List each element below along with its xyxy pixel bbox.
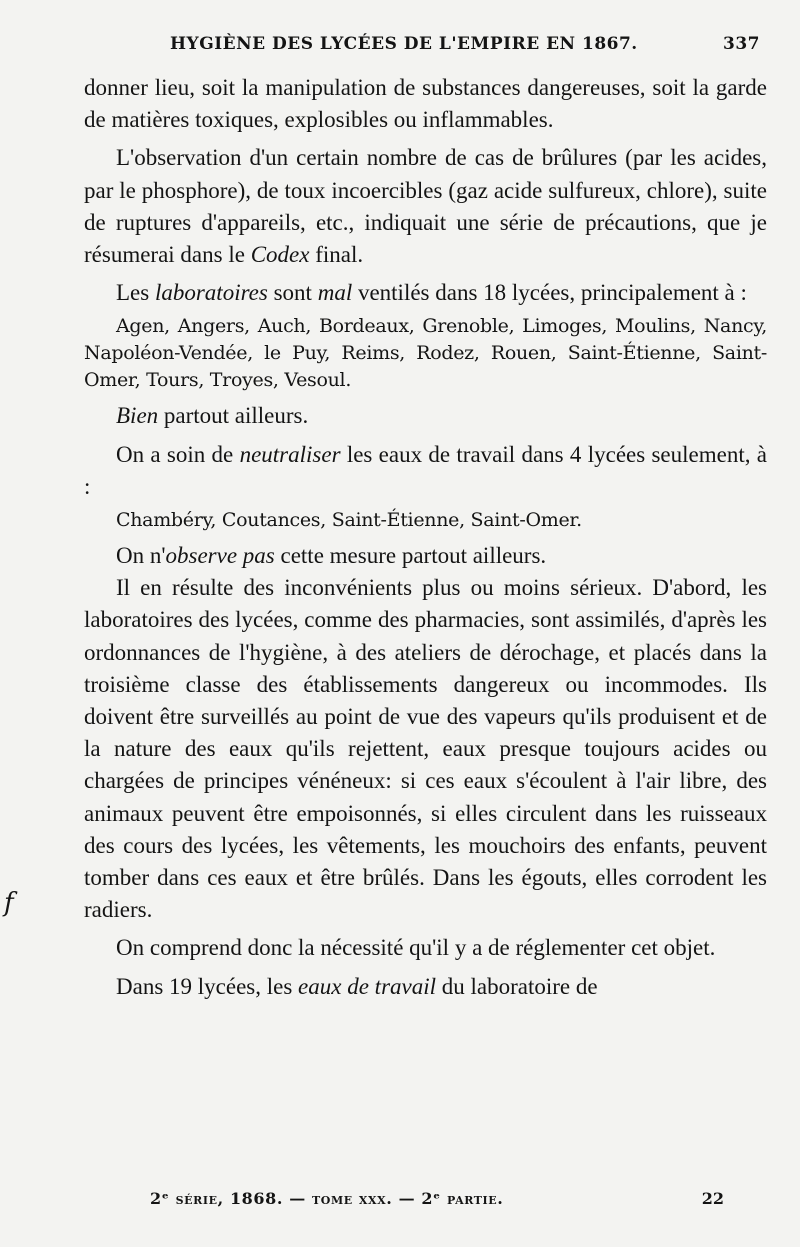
paragraph-6-observe: observe pas — [165, 543, 275, 569]
paragraph-3-laboratoires: laboratoires — [154, 280, 268, 306]
paragraph-2-text: L'observation d'un certain nombre de cas de brûlures (par les acides, par le phosphore), de toux incoercibles (gaz acide sulfureux, chlore), suite de ruptures d'appareils, etc., indiquait une série de précautions, que je résumerai dans le — [84, 145, 767, 268]
page-number: 337 — [723, 34, 760, 54]
paragraph-9-c: du laboratoire de — [436, 973, 598, 999]
paragraph-3 — [84, 277, 767, 309]
city-list-neutralisation: Chambéry, Coutances, Saint-Étienne, Saint-Omer. — [116, 509, 582, 532]
running-title: HYGIÈNE DES LYCÉES DE L'EMPIRE EN 1867. — [170, 34, 638, 54]
signature-line: 2ᵉ série, 1868. — tome xxx. — 2ᵉ partie. — [150, 1189, 504, 1208]
paragraph-3-c: sont — [267, 280, 318, 306]
paragraph-4-bien: Bien — [116, 403, 159, 429]
paragraph-8: On comprend donc la nécessité qu'il y a de réglementer cet objet. — [116, 935, 716, 961]
paragraph-6-c: cette mesure partout ailleurs. — [274, 543, 547, 569]
paragraph-6-a: On n' — [116, 543, 166, 569]
page-footer — [150, 1189, 724, 1208]
paragraph-3-e: ventilés dans 18 lycées, principalement à : — [352, 280, 747, 306]
paragraph-3-a: Les — [116, 280, 155, 306]
paragraph-9-a: Dans 19 lycées, les — [116, 973, 299, 999]
paragraph-9 — [84, 971, 767, 1003]
city-list-ventilation: Agen, Angers, Auch, Bordeaux, Grenoble, Limoges, Moulins, Nancy, Napoléon-Vendée, le Puy, Reims, Rodez, Rouen, Saint-Étienne, Saint-Omer, Tours, Troyes, Vesoul. — [84, 315, 767, 392]
sheet-number: 22 — [701, 1189, 724, 1208]
paragraph-2 — [84, 142, 767, 271]
page-body — [84, 72, 767, 1003]
paragraph-5-c: les eaux de travail dans 4 lycées seulement, à : — [84, 441, 767, 499]
paragraph-1: donner lieu, soit la manipulation de substances dangereuses, soit la garde de matières toxiques, explosibles ou inflammables. — [84, 75, 767, 133]
paragraph-5-a: On a soin de — [116, 441, 240, 467]
paragraph-5-neutraliser: neutraliser — [239, 441, 341, 467]
paragraph-2-codex: Codex — [250, 242, 310, 268]
running-head — [170, 34, 760, 54]
paragraph-4 — [84, 400, 767, 432]
paragraph-4-rest: partout ailleurs. — [158, 403, 309, 429]
paragraph-9-eaux: eaux de travail — [298, 973, 437, 999]
paragraph-3-mal: mal — [317, 280, 353, 306]
margin-annotation: f — [4, 888, 14, 918]
paragraph-6 — [84, 540, 767, 572]
paragraph-7: Il en résulte des inconvénients plus ou moins sérieux. D'abord, les laboratoires des lycées, comme des pharmacies, sont assimilés, d'après les ordonnances de l'hygiène, à des ateliers de dérochage, et placés dans la troisième classe des établissements dangereux ou incommodes. Ils doivent être surveillés au point de vue des vapeurs qu'ils produisent et de la nature des eaux qu'ils rejettent, eaux presque toujours acides ou chargées de principes vénéneux: si ces eaux s'écoulent à l'air libre, des animaux peuvent être empoisonnés, si elles circulent dans les ruisseaux des cours des lycées, les vêtements, les mouchoirs des enfants, peuvent tomber dans ces eaux et être brûlés. Dans les égouts, elles corrodent les radiers. — [84, 575, 767, 923]
paragraph-5 — [84, 439, 767, 503]
paragraph-2-end: final. — [309, 242, 364, 268]
